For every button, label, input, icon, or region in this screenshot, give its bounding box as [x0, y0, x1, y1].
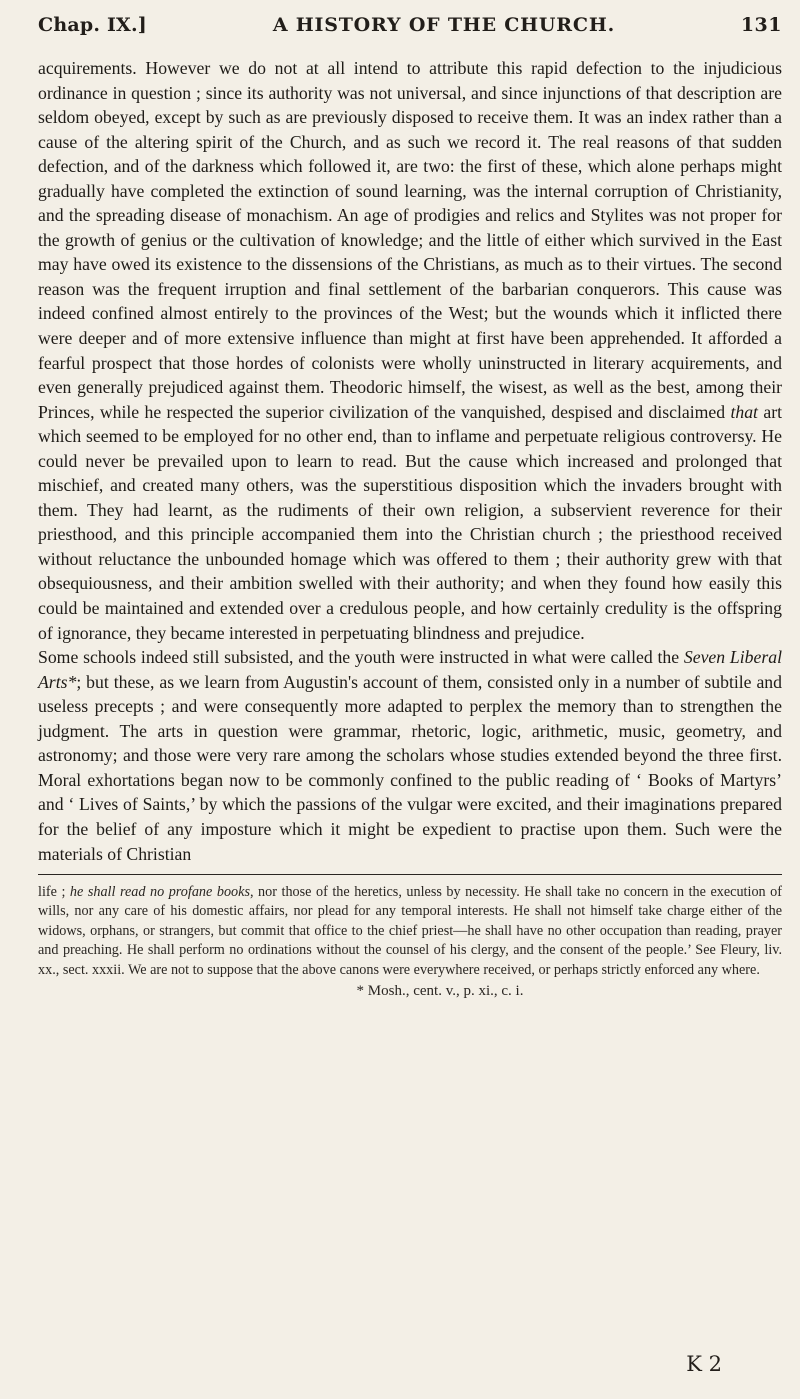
paragraph-1 [38, 56, 782, 645]
paragraph-2-part-a: Some schools indeed still subsisted, and the youth were instructed in what were called the [38, 647, 684, 668]
paragraph-2 [38, 645, 782, 866]
footnote-part-b: , nor those of the heretics, unless by necessity. He shall take no concern in the execution of wills, nor any care of his domestic affairs, nor plead for any temporal interests. He shall not himself take charge either of the widows, orphans, or strangers, but commit that office to the chief priest—he shall have no other occupation than reading, prayer and preaching. He shall perform no ordinations without the counsel of his clergy, and the consent of the people.’ See Fleury, liv. xx., sect. xxxii. We are not to suppose that the above canons were everywhere received, or perhaps strictly enforced any where. [38, 884, 782, 978]
italic-seven-liberal-arts: Seven Liberal Arts* [38, 647, 782, 692]
running-title: A HISTORY OF THE CHURCH. [272, 14, 615, 36]
main-text [38, 56, 782, 866]
footnote-reference: * Mosh., cent. v., p. xi., c. i. [356, 983, 524, 1000]
page [38, 14, 782, 1001]
footnote-divider [38, 874, 782, 875]
footnote-text [38, 883, 782, 980]
footnote-part-a: life ; [38, 884, 70, 901]
chapter-label: Chap. IX.] [38, 14, 147, 36]
footnote [38, 883, 782, 1001]
italic-that: that [730, 401, 758, 422]
paragraph-2-part-b: ; but these, as we learn from Augustin's account of them, consisted only in a number of subtile and useless precepts ; and were consequently more adapted to perplex the memory than to strengthen the judgment. The arts in question were grammar, rhetoric, logic, arithmetic, music, geometry, and astronomy; and those were very rare among the scholars whose studies extended beyond the three first. Moral exhortations began now to be commonly confined to the public reading of ‘ Books of Martyrs’ and ‘ Lives of Saints,’ by which the passions of the vulgar were excited, and their imaginations prepared for the belief of any imposture which it might be expedient to practise upon them. Such were the materials of Christian [38, 671, 782, 864]
paragraph-1-part-b: art which seemed to be employed for no other end, than to inflame and perpetuate religious controversy. He could never be prevailed upon to learn to read. But the cause which increased and prolonged that mischief, and created many others, was the superstitious disposition which the invaders brought with them. They had learnt, as the rudiments of their own religion, a subservient reverence for their priesthood, and this principle accompanied them into the Christian church ; the priesthood received without reluctance the unbounded homage which was offered to them ; their authority grew with that obsequiousness, and their ambition swelled with their authority; and when they found how easily this could be maintained and extended over a credulous people, and how certainly credulity is the offspring of ignorance, they became interested in perpetuating blindness and prejudice. [38, 401, 782, 643]
signature-mark: K 2 [686, 1352, 722, 1376]
page-number: 131 [740, 14, 782, 36]
paragraph-1-part-a: acquirements. However we do not at all intend to attribute this rapid defection to the injudicious ordinance in question ; since its authority was not universal, and since injunctions of that description are seldom obeyed, except by such as are previously disposed to receive them. It was an index rather than a cause of the altering spirit of the Church, and as such we record it. The real reasons of that sudden defection, and of the darkness which followed it, are two: the first of these, which alone perhaps might gradually have completed the extinction of sound learning, was the internal corruption of Christianity, and the spreading disease of monachism. An age of prodigies and relics and Stylites was not proper for the growth of genius or the cultivation of knowledge; and the little of either which survived in the East may have owed its existence to the dissensions of the Christians, as much as to their virtues. The second reason was the frequent irruption and final settlement of the barbarian conquerors. This cause was indeed confined almost entirely to the provinces of the West; but the wounds which it inflicted there were deeper and of more extensive influence than might at first have been apprehended. It afforded a fearful prospect that those hordes of colonists were wholly uninstructed in literary acquirements, and even generally prejudiced against them. Theodoric himself, the wisest, as well as the best, among their Princes, while he respected the superior civilization of the vanquished, despised and disclaimed [38, 58, 782, 422]
footnote-italic: he shall read no profane books [69, 884, 250, 901]
running-header [38, 14, 782, 46]
